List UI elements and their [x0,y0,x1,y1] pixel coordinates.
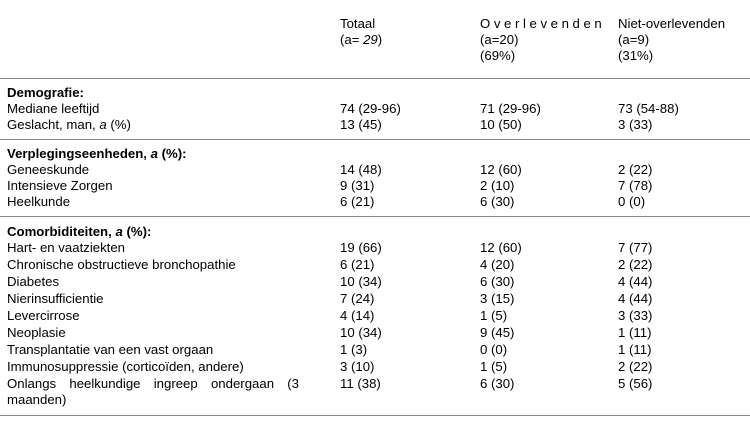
cell-totaal: 14 (48) [340,162,382,177]
header-niet-overlevenden-n: (a=9) [618,32,650,47]
row-label: Levercirrose [7,308,80,323]
cell-niet-overlevenden: 4 (44) [618,291,653,306]
cell-overlevenden: 10 (50) [480,117,522,132]
cell-overlevenden: 3 (15) [480,291,515,306]
row-label: Onlangs heelkundige ingreep ondergaan (3 maanden) [7,376,299,407]
header-totaal-n-value: 29 [363,32,378,47]
cell-overlevenden: 9 (45) [480,325,515,340]
cell-totaal: 19 (66) [340,240,382,255]
row-label: Heelkunde [7,194,71,209]
cell-totaal: 11 (38) [340,376,381,391]
cell-totaal: 6 (21) [340,194,375,209]
header-niet-overlevenden-pct: (31%) [618,48,654,63]
cell-niet-overlevenden: 7 (78) [618,178,653,193]
cell-totaal: 10 (34) [340,325,382,340]
cell-overlevenden: 4 (20) [480,257,515,272]
cell-niet-overlevenden: 2 (22) [618,359,653,374]
cell-overlevenden: 2 (10) [480,178,515,193]
header-overlevenden-pct: (69%) [480,48,516,63]
header-totaal-n-prefix: (a= [340,32,364,47]
cell-overlevenden: 1 (5) [480,308,508,323]
cell-overlevenden: 6 (30) [480,376,515,391]
header-rule [0,78,750,79]
cell-niet-overlevenden: 1 (11) [618,342,652,357]
cell-overlevenden: 12 (60) [480,162,522,177]
cell-totaal: 1 (3) [340,342,368,357]
row-label: Transplantatie van een vast orgaan [7,342,214,357]
cell-overlevenden: 12 (60) [480,240,522,255]
section-rule-2 [0,216,750,217]
section-title: Verplegingseenheden, a (%): [7,146,187,161]
section-rule-1 [0,139,750,140]
header-overlevenden: Overlevenden [480,16,606,31]
cell-niet-overlevenden: 73 (54-88) [618,101,679,116]
cell-totaal: 74 (29-96) [340,101,401,116]
row-label: Geneeskunde [7,162,90,177]
cell-totaal: 4 (14) [340,308,375,323]
cell-niet-overlevenden: 3 (33) [618,308,653,323]
header-totaal-n-suffix: ) [377,32,383,47]
cell-niet-overlevenden: 5 (56) [618,376,653,391]
header-totaal: Totaal [340,16,376,31]
header-niet-overlevenden: Niet-overlevenden [618,16,726,31]
row-label: Mediane leeftijd [7,101,100,116]
cell-overlevenden: 6 (30) [480,194,515,209]
section-title: Demografie: [7,85,84,100]
row-label: Nierinsufficientie [7,291,104,306]
bottom-rule [0,415,750,416]
header-overlevenden-n: (a=20) [480,32,519,47]
row-label: Diabetes [7,274,60,289]
cell-totaal: 10 (34) [340,274,382,289]
cell-totaal: 6 (21) [340,257,375,272]
cell-niet-overlevenden: 4 (44) [618,274,653,289]
cell-niet-overlevenden: 2 (22) [618,162,653,177]
cell-niet-overlevenden: 2 (22) [618,257,653,272]
section-title: Comorbiditeiten, a (%): [7,224,152,239]
cell-totaal: 3 (10) [340,359,375,374]
row-label: Intensieve Zorgen [7,178,113,193]
cell-totaal: 7 (24) [340,291,375,306]
cell-niet-overlevenden: 3 (33) [618,117,653,132]
row-label: Geslacht, man, a (%) [7,117,131,132]
row-label: Chronische obstructieve bronchopathie [7,257,236,272]
cell-overlevenden: 1 (5) [480,359,508,374]
row-label: Neoplasie [7,325,66,340]
row-label: Immunosuppressie (corticoïden, andere) [7,359,244,374]
header-totaal-n [340,32,382,48]
cell-overlevenden: 0 (0) [480,342,508,357]
row-label: Hart- en vaatziekten [7,240,126,255]
cell-overlevenden: 71 (29-96) [480,101,541,116]
cell-totaal: 13 (45) [340,117,382,132]
cell-niet-overlevenden: 7 (77) [618,240,653,255]
cell-niet-overlevenden: 1 (11) [618,325,652,340]
cell-overlevenden: 6 (30) [480,274,515,289]
cell-totaal: 9 (31) [340,178,375,193]
cell-niet-overlevenden: 0 (0) [618,194,646,209]
